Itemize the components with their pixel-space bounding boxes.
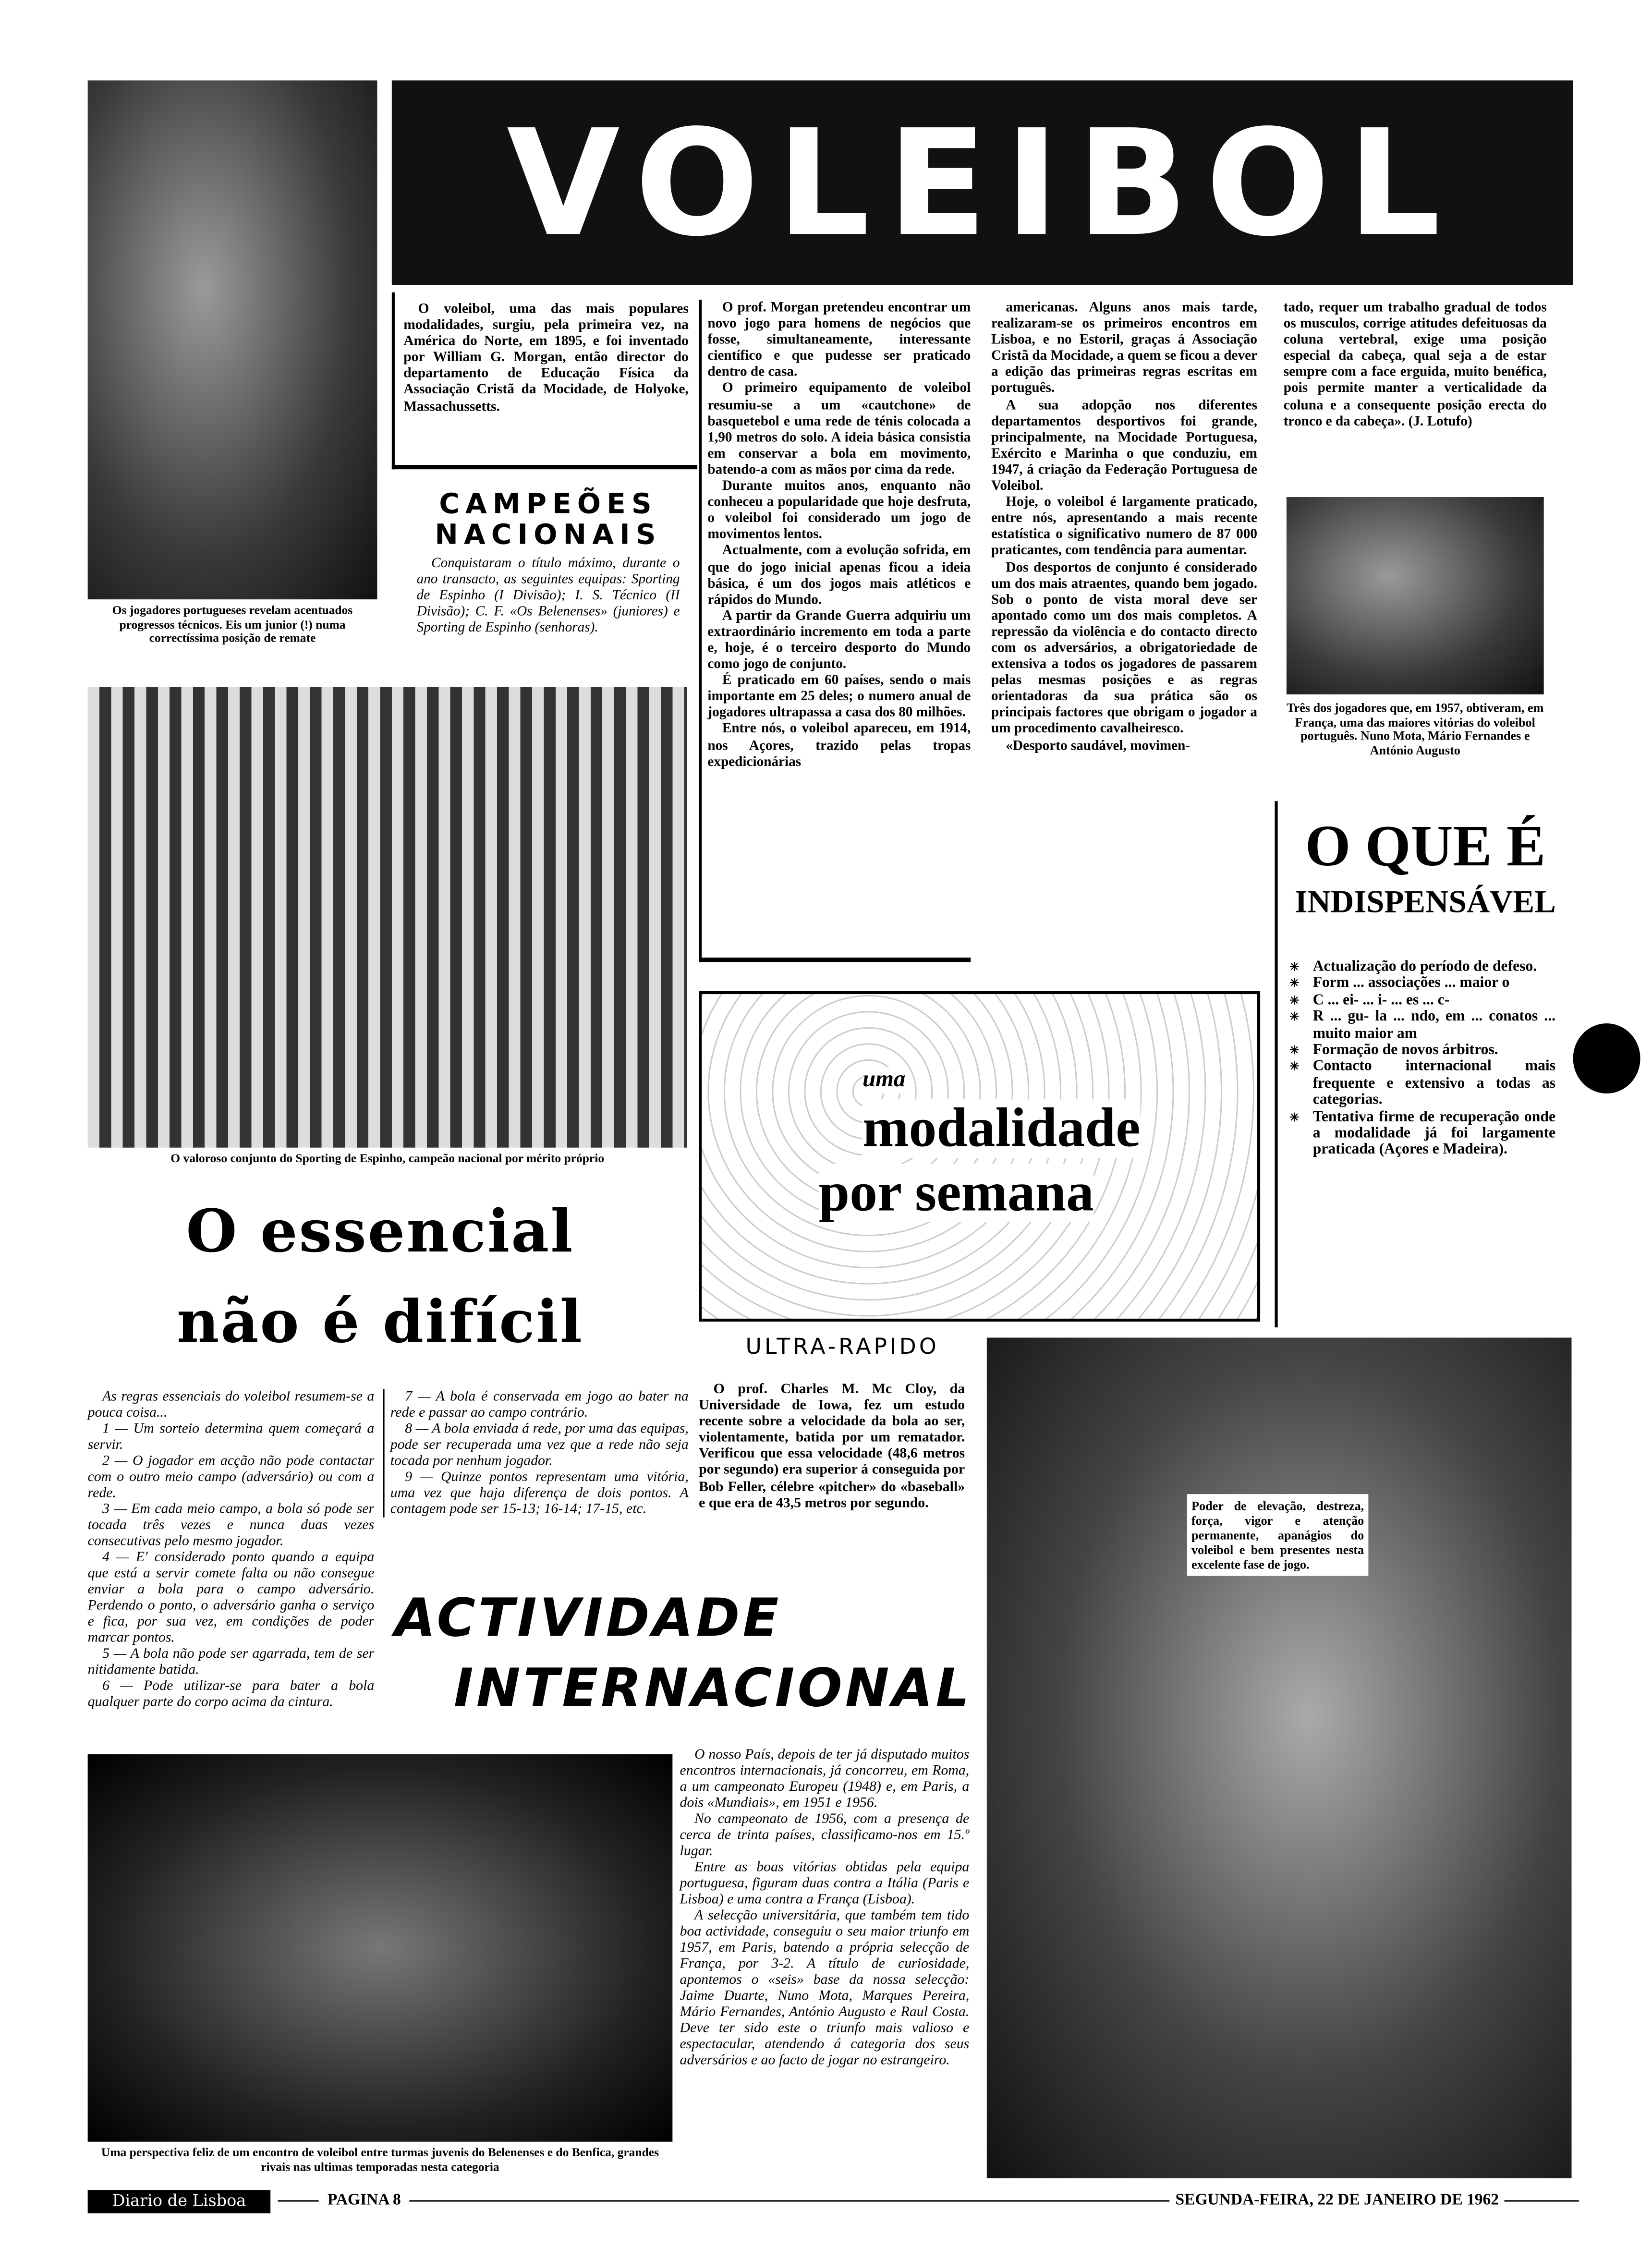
ultra-rapido-heading: ULTRA-RAPIDO bbox=[745, 1333, 939, 1360]
heading-line: INTERNACIONAL bbox=[453, 1659, 972, 1719]
heading-line: O essencial bbox=[186, 1197, 574, 1266]
internacional-heading bbox=[395, 1585, 972, 1725]
list-item: ✳ R ... gu- la ... ndo, em ... conatos ... muito maior am bbox=[1289, 1009, 1555, 1042]
article-column-3: americanas. Alguns anos mais tarde, realizaram-se os primeiros encontros em Lisboa, e no Estoril, graças á Associação Cristã da Mocidade, a quem se ficou a dever a edição das primeiras regras escritas em português. A sua adopção nos diferentes departamentos desportivos foi grande, principalmente, na Mocidade Portuguesa, Exército e Marinha o que conduziu, em 1947, á criação da Federação Portuguesa de Voleibol. Hoje, o voleibol é largamente praticado, entre nós, apresentando a mais recente estatística o significativo numero de 87 000 praticantes, com tendência para aumentar. Dos desportos de conjunto é considerado um dos mais atraentes, quando bem jogado. Sob o ponto de vista moral deve ser apontado como um dos mais completos. A repressão da violência e do contacto directo com os adversários, a obrigatoriedade de extensiva a todos os jogadores de passarem pelas mesmas posições e as regras orientadoras da sua prática são os principais factores que obrigam o jogador a um procedimento cavalheiresco. «Desporto saudável, movimen- bbox=[991, 300, 1258, 754]
photo-caption: Três dos jogadores que, em 1957, obtiveram, em França, uma das maiores vitórias do voleibol português. Nuno Mota, Mário Fernandes e António Augusto bbox=[1287, 700, 1544, 757]
article-column-2: O prof. Morgan pretendeu encontrar um novo jogo para homens de negócios que fosse, simultaneamente, interessante científico e que pudesse ser praticado dentro de casa. O primeiro equipamento de voleibol resumiu-se a um «cautchone» de basquetebol e uma rede de ténis colocada a 1,90 metros do solo. A ideia básica consistia em conservar a bola em movimento, batendo-a com as mãos por cima da rede. Durante muitos anos, enquanto não conheceu a popularidade que hoje desfruta, o voleibol foi considerado um jogo de movimentos lentos. Actualmente, com a evolução sofrida, em que do jogo inicial apenas ficou a ideia básica, é um dos jogos mais atléticos e rápidos do Mundo. A partir da Grande Guerra adquiriu um extraordinário incremento em toda a parte e, hoje, é o terceiro desporto do Mundo como jogo de conjunto. É praticado em 60 países, sendo o mais importante em 25 deles; o numero anual de jogadores ultrapassa a casa dos 80 milhões. Entre nós, o voleibol apareceu, em 1914, nos Açores, trazido pelas tropas expedicionárias bbox=[699, 300, 971, 962]
photo-caption: O valoroso conjunto do Sporting de Espinho, campeão nacional por mérito próprio bbox=[170, 1152, 605, 1166]
photo-net-play bbox=[987, 1337, 1572, 2178]
internacional-text: O nosso País, depois de ter já disputado muitos encontros internacionais, já concorreu, em Roma, a um campeonato Europeu (1948) e, em Paris, a dois «Mundiais», em 1951 e 1956. No campeonato de 1956, com a presença de cerca de trinta países, classificamo-nos em 15.º lugar. Entre as boas vitórias obtidas pela equipa portuguesa, figuram duas contra a Itália (Paris e Lisboa) e uma contra a França (Lisboa). A selecção universitária, que também tem tido boa actividade, conseguiu o seu maior triunfo em 1957, em Paris, batendo a própria selecção de França, por 3-2. A título de curiosidade, apontemos o «seis» base da nossa selecção: Jaime Duarte, Nuno Mota, Marques Pereira, Mário Fernandes, António Augusto e Raul Costa. Deve ter sido este o triunfo mais valioso e espectacular, atendendo á categoria dos seus adversários e ao facto de jogar no estrangeiro. bbox=[680, 1747, 970, 2069]
photo-three-players bbox=[1287, 497, 1544, 694]
heading-line: CAMPEÕES bbox=[439, 488, 657, 521]
page-number: PAGINA 8 bbox=[319, 2191, 410, 2209]
photo-caption: Os jogadores portugueses revelam acentuados progressos técnicos. Eis um junior (!) numa correctíssima posição de remate bbox=[112, 604, 353, 645]
banner-title: VOLEIBOL bbox=[507, 97, 1458, 268]
campeoes-text: Conquistaram o título máximo, durante o ano transacto, as seguintes equipas: Sporting de Espinho (I Divisão); I. S. Técnico (II Divisão); C. F. «Os Belenenses» (juniores) e Sporting de Espinho (senhoras). bbox=[416, 555, 680, 637]
issue-date: SEGUNDA-FEIRA, 22 DE JANEIRO DE 1962 bbox=[1169, 2191, 1505, 2209]
list-item: ✳ C ... ei- ... i- ... es ... c- bbox=[1289, 992, 1555, 1009]
photo-caption: Uma perspectiva feliz de um encontro de voleibol entre turmas juvenis do Belenenses e do Benfica, grandes rivais nas ultimas temporadas nesta categoria bbox=[101, 2146, 659, 2174]
newspaper-logo: Diario de Lisboa bbox=[88, 2190, 271, 2213]
intro-text: O voleibol, uma das mais populares modalidades, surgiu, pela primeira vez, na América do Norte, em 1895, e foi inventado por William G. Morgan, então director do departamento de Educação Física da Associação Cristã da Mocidade, de Holyoke, Massachussetts. bbox=[403, 301, 689, 415]
heading-line: ACTIVIDADE bbox=[394, 1589, 782, 1649]
article-column-4: tado, requer um trabalho gradual de todos os musculos, corrige atitudes defeituosas da coluna vertebral, exige uma posição especial da cabeça, qual seja a de estar sempre com a face erguida, muito benéfica, pois permite manter a verticalidade da coluna e a consequente posição erecta do tronco e da cabeça». (J. Lotufo) bbox=[1283, 300, 1547, 429]
photo-team-sporting-espinho bbox=[88, 687, 687, 1148]
photo-junior-spike bbox=[88, 80, 377, 599]
divider bbox=[1275, 801, 1278, 1327]
list-item: ✳ Formação de novos árbitros. bbox=[1289, 1043, 1555, 1059]
list-item: ✳ Contacto internacional mais frequente e extensivo a todas as categorias. bbox=[1289, 1059, 1555, 1109]
heading-line: O QUE É bbox=[1305, 813, 1546, 879]
cartoon-modalidade-por-semana: uma modalidade por semana bbox=[699, 991, 1260, 1322]
photo-caption: Poder de elevação, destreza, força, vigor e atenção permanente, apanágios do voleibol e bem presentes nesta excelente fase de jogo. bbox=[1187, 1494, 1368, 1576]
list-item: ✳ Form ... associações ... maior o bbox=[1289, 976, 1555, 993]
indispensavel-heading bbox=[1287, 812, 1564, 923]
heading-line: não é difícil bbox=[176, 1287, 584, 1357]
rules-column-a: As regras essenciais do voleibol resumem-se a pouca coisa... 1 — Um sorteio determina quem começará a servir. 2 — O jogador em acção não pode contactar com o outro meio campo (adversário) ou com a rede. 3 — Em cada meio campo, a bola só pode ser tocada três vezes e nunca duas vezes consecutivas pelo mesmo jogador. 4 — E' considerado ponto quando a equipa que está a servir comete falta ou não consegue enviar a bola para o campo adversário. Perdendo o ponto, o adversário ganha o serviço e fica, por sua vez, em condições de poder marcar pontos. 5 — A bola não pode ser agarrada, tem de ser nitidamente batida. 6 — Pode utilizar-se para bater a bola qualquer parte do corpo acima da cintura. bbox=[87, 1388, 375, 1711]
essencial-heading bbox=[88, 1187, 673, 1368]
heading-line: NACIONAIS bbox=[435, 519, 662, 551]
rules-column-b: 7 — A bola é conservada em jogo ao bater na rede e passar ao campo contrário. 8 — A bola enviada á rede, por uma das equipas, pode ser recuperada uma vez que a rede não seja tocada por nenhum jogador. 9 — Quinze pontos representam uma vitória, uma vez que haja diferença de dois pontos. A contagem pode ser 15-13; 16-14; 17-15, etc. bbox=[383, 1389, 689, 1518]
voleibol-banner bbox=[392, 80, 1573, 285]
list-item: ✳ Actualização do período de defeso. bbox=[1289, 959, 1555, 976]
ink-blot bbox=[1573, 1023, 1640, 1093]
indispensavel-list bbox=[1289, 959, 1555, 1159]
photo-belenenses-benfica bbox=[88, 1754, 673, 2142]
ultra-rapido-text: O prof. Charles M. Mc Cloy, da Universidade de Iowa, fez um estudo recente sobre a velocidade da bola ao ser, violentamente, batida por um rematador. Verificou que essa velocidade (48,6 metros por segundo) era superior á conseguida por Bob Feller, célebre «pitcher» do «baseball» e que era de 43,5 metros por segundo. bbox=[699, 1381, 965, 1511]
campeoes-heading bbox=[409, 490, 687, 551]
heading-line: INDISPENSÁVEL bbox=[1295, 883, 1556, 920]
list-item: ✳ Tentativa firme de recuperação onde a modalidade já foi largamente praticada (Açores e Madeira). bbox=[1289, 1109, 1555, 1159]
intro-paragraph bbox=[392, 292, 697, 469]
